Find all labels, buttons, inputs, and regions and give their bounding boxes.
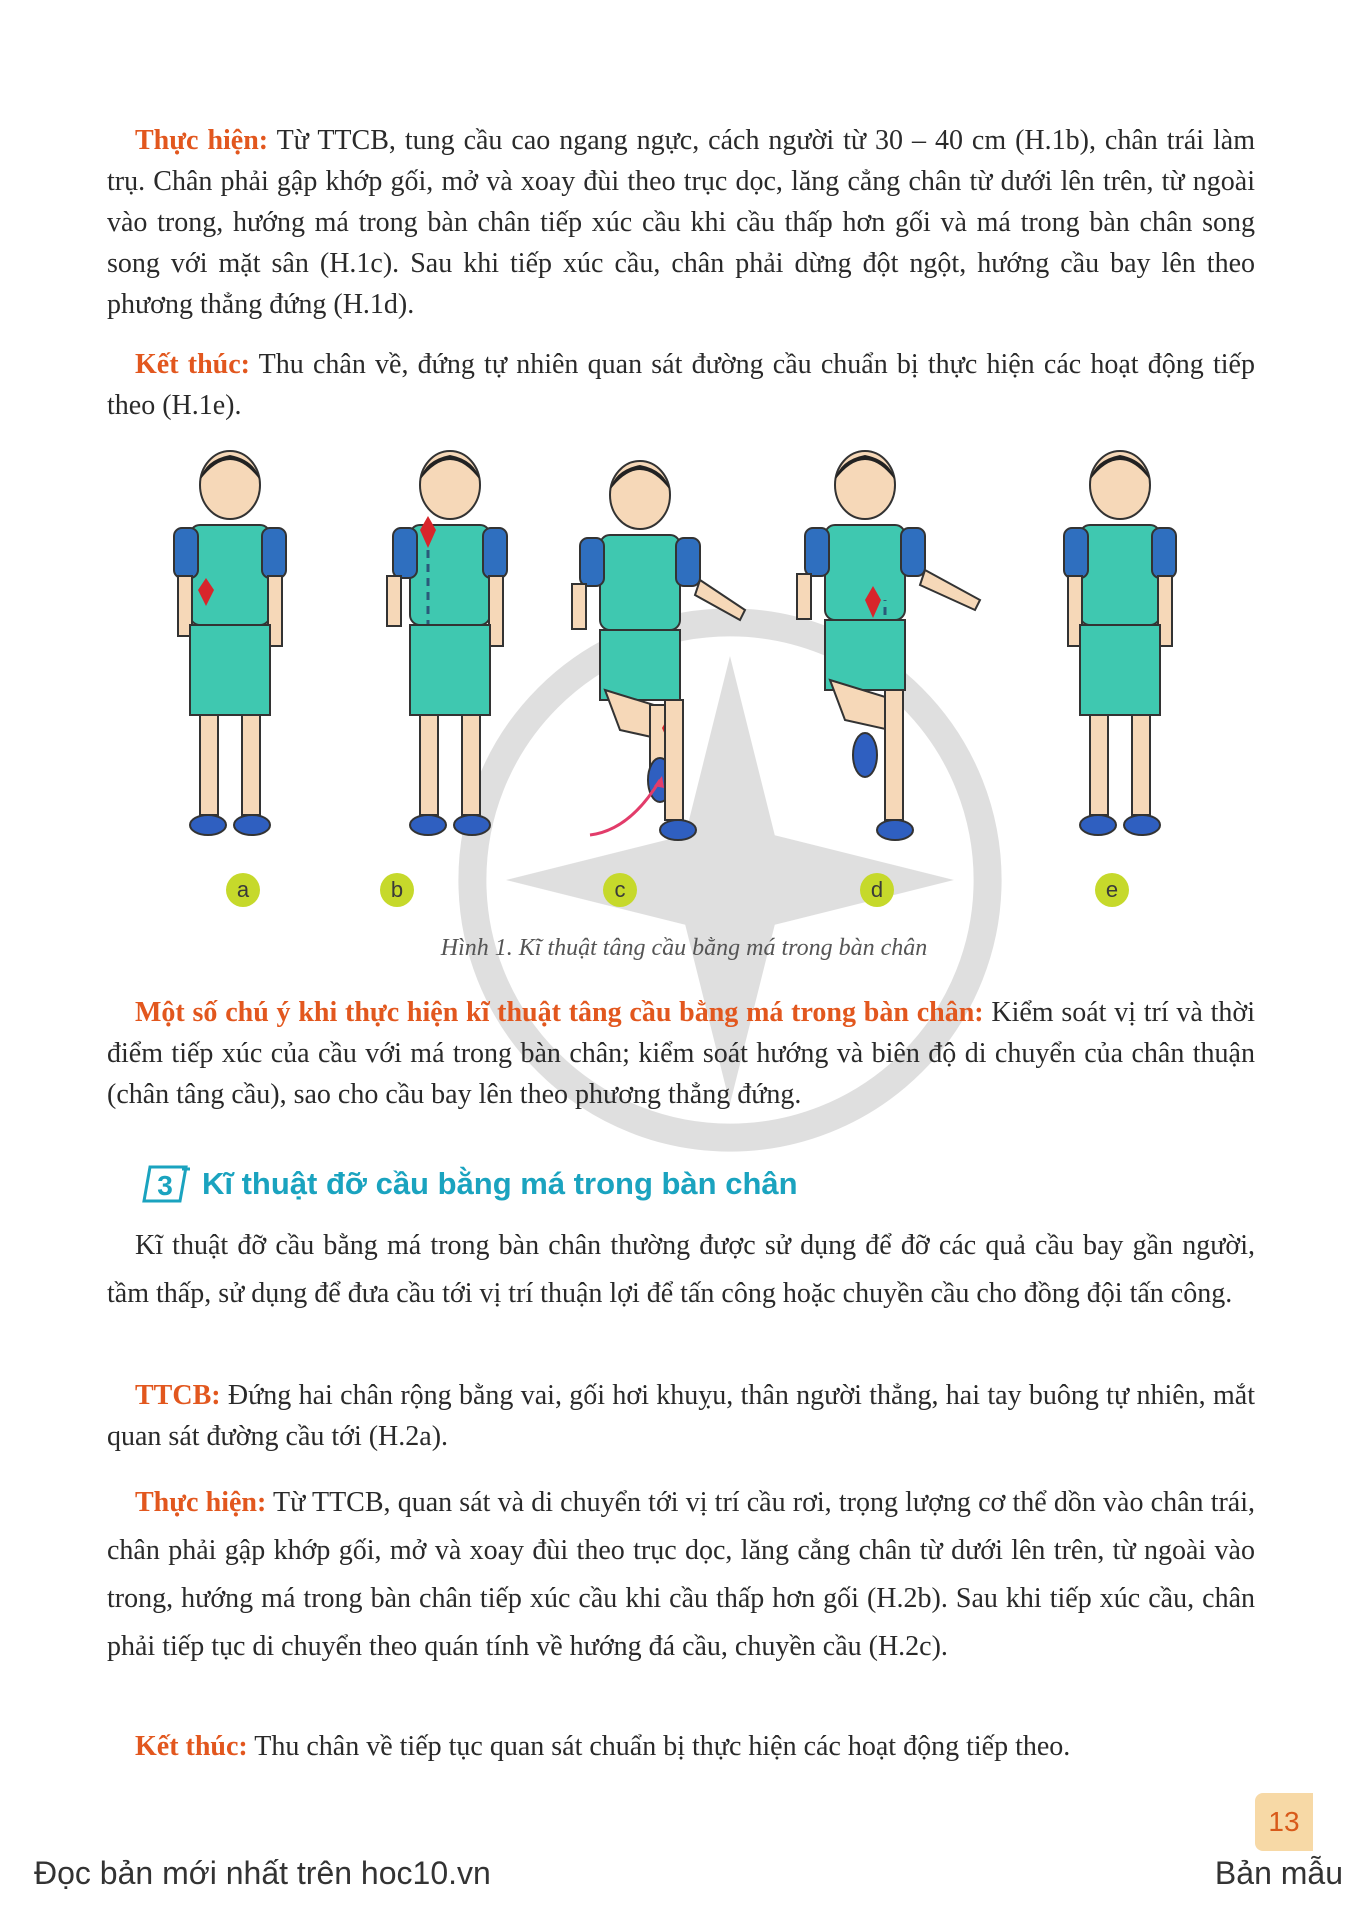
label-ket-thuc: Kết thúc: [135,349,250,380]
paragraph-text: Kiểm soát vị trí và thời điểm tiếp xúc của cầu với má trong bàn chân; kiểm soát hướng và biên độ di chuyển của chân thuận (chân tâng cầu), sao cho cầu bay lên theo phương thẳng đứng. [107,997,1255,1110]
section-title: Kĩ thuật đỡ cầu bằng má trong bàn chân [202,1166,798,1201]
section-number: 3 [157,1170,173,1201]
section-number-icon [142,1163,192,1205]
figure-label-b: b [380,873,414,907]
person-pose-e [1050,440,1190,860]
person-pose-d [785,440,985,860]
footer-left-text: Đọc bản mới nhất trên hoc10.vn [34,1855,491,1891]
figure-illustration [150,440,1210,920]
label-thuc-hien: Thực hiện: [135,1487,267,1518]
paragraph-text: Thu chân về tiếp tục quan sát chuẩn bị thực hiện các hoạt động tiếp theo. [247,1731,1071,1762]
footer-right-text: Bản mẫu [1214,1855,1343,1891]
paragraph-text: Từ TTCB, quan sát và di chuyển tới vị trí cầu rơi, trọng lượng cơ thể dồn vào chân trái, chân phải gập khớp gối, mở và xoay đùi theo trục dọc, lăng cẳng chân từ dưới lên trên, từ ngoài vào trong, hướng má trong bàn chân tiếp xúc cầu khi cầu thấp hơn gối (H.2b). Sau khi tiếp xúc cầu, chân phải tiếp tục di chuyển theo quán tính về hướng đá cầu, chuyền cầu (H.2c). [107,1487,1255,1662]
paragraph-text: Từ TTCB, tung cầu cao ngang ngực, cách người từ 30 – 40 cm (H.1b), chân trái làm trụ. Chân phải gập khớp gối, mở và xoay đùi theo trục dọc, lăng cẳng chân từ dưới lên trên, từ ngoài vào trong, hướng má trong bàn chân tiếp xúc cầu khi cầu thấp hơn gối và má trong bàn chân song song với mặt sân (H.1c). Sau khi tiếp xúc cầu, chân phải dừng đột ngột, hướng cầu bay lên theo phương thẳng đứng (H.1d). [107,125,1256,320]
person-pose-b [375,440,525,860]
paragraph-ket-thuc-1 [107,344,1255,426]
figure-label-c: c [603,873,637,907]
figure-label-e: e [1095,873,1129,907]
figure-label-a: a [226,873,260,907]
figure-label-d: d [860,873,894,907]
paragraph-note [107,992,1255,1115]
paragraph-ket-thuc-2 [107,1726,1255,1767]
figure-caption: Hình 1. Kĩ thuật tâng cầu bằng má trong bàn chân [440,935,928,961]
paragraph-thuc-hien-1 [107,120,1255,325]
paragraph-text: Thu chân về, đứng tự nhiên quan sát đường cầu chuẩn bị thực hiện các hoạt động tiếp theo (H.1e). [107,349,1255,421]
person-pose-a [160,440,300,860]
person-pose-c [550,440,750,860]
label-thuc-hien: Thực hiện: [135,125,269,156]
page-number: 13 [1255,1793,1313,1851]
section-heading [142,1163,798,1205]
label-note: Một số chú ý khi thực hiện kĩ thuật tâng cầu bằng má trong bàn chân: [135,997,984,1028]
label-ttcb: TTCB: [135,1380,221,1411]
paragraph-text: Đứng hai chân rộng bằng vai, gối hơi khuỵu, thân người thẳng, hai tay buông tự nhiên, mắt quan sát đường cầu tới (H.2a). [107,1380,1255,1452]
label-ket-thuc: Kết thúc: [135,1731,248,1762]
paragraph-ttcb [107,1375,1255,1457]
paragraph-thuc-hien-2 [107,1479,1255,1671]
paragraph-intro: Kĩ thuật đỡ cầu bằng má trong bàn chân thường được sử dụng để đỡ các quả cầu bay gần người, tầm thấp, sử dụng để đưa cầu tới vị trí thuận lợi để tấn công hoặc chuyền cầu cho đồng đội tấn công. [107,1230,1255,1309]
